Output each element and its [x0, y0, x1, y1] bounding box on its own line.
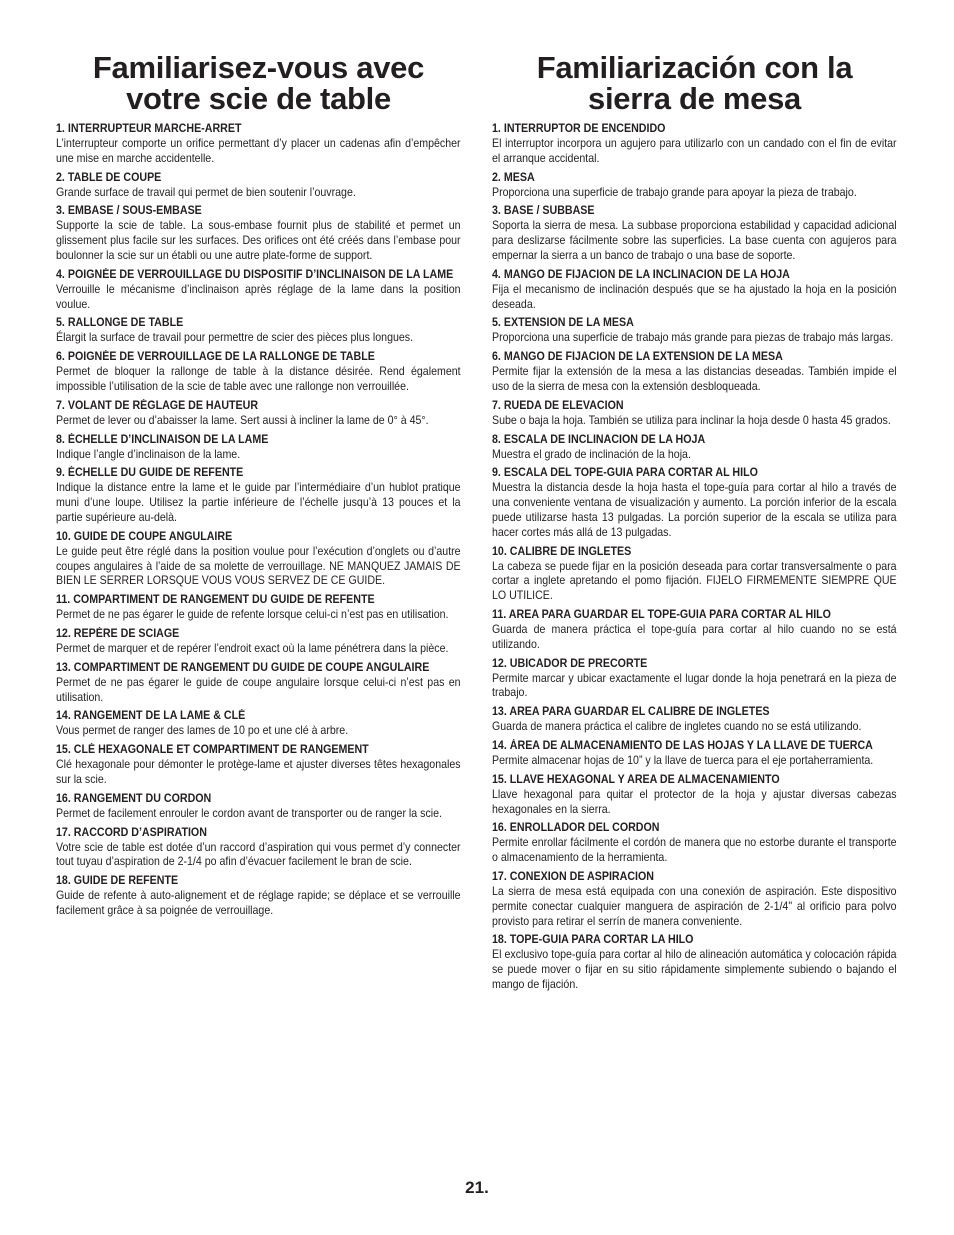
- feature-description: L’interrupteur comporte un orifice permettant d’y placer un cadenas afin d’empêcher une mise en marche accidentelle.: [56, 136, 461, 165]
- feature-heading: 9. ÉCHELLE DU GUIDE DE REFENTE: [56, 466, 244, 480]
- french-feature-item: [56, 122, 461, 166]
- feature-heading: 9. ESCALA DEL TOPE-GUIA PARA CORTAR AL HILO: [492, 466, 758, 480]
- feature-description: Sube o baja la hoja. También se utiliza para inclinar la hoja desde 0 hasta 45 grados.: [492, 412, 891, 427]
- feature-heading: 6. MANGO DE FIJACION DE LA EXTENSION DE LA MESA: [492, 350, 783, 364]
- spanish-section-title: [492, 52, 897, 114]
- feature-description: El interruptor incorpora un agujero para utilizarlo con un candado con el fin de evitar el arranque accidental.: [492, 136, 897, 165]
- spanish-feature-item: [492, 122, 897, 166]
- feature-description: Permet de facilement enrouler le cordon avant de transporter ou de ranger la scie.: [56, 805, 442, 820]
- feature-heading: 4. POIGNÉE DE VERROUILLAGE DU DISPOSITIF D’INCLINAISON DE LA LAME: [56, 267, 454, 281]
- feature-description: Guarda de manera práctica el calibre de ingletes cuando no se está utilizando.: [492, 719, 862, 734]
- spanish-feature-item: [492, 870, 897, 928]
- feature-heading: 7. VOLANT DE RÉGLAGE DE HAUTEUR: [56, 398, 259, 412]
- french-feature-item: [56, 627, 461, 656]
- feature-description: La sierra de mesa está equipada con una conexión de aspiración. Este dispositivo permite conectar cualquier manguera de aspiración de 2-1/4" al orificio para polvo provisto para retirar el serrín de manera conveniente.: [492, 883, 897, 928]
- feature-description: Permite marcar y ubicar exactamente el lugar donde la hoja penetrará en la pieza de trabajo.: [492, 670, 897, 700]
- feature-description: La cabeza se puede fijar en la posición deseada para cortar transversalmente o para cortar a inglete apretando el pomo fijación. FIJELO FIRMEMENTE SIEMPRE QUE LO UTILICE.: [492, 558, 897, 603]
- page-number: 21.: [465, 1178, 489, 1197]
- french-feature-item: [56, 316, 461, 345]
- feature-description: Fija el mecanismo de inclinación después que se ha ajustado la hoja en la posición deseada.: [492, 281, 897, 311]
- spanish-feature-item: [492, 399, 897, 428]
- feature-description: Verrouille le mécanisme d’inclinaison après réglage de la lame dans la position voulue.: [56, 281, 461, 311]
- spanish-feature-item: [492, 545, 897, 603]
- feature-heading: 3. BASE / SUBBASE: [492, 204, 595, 218]
- spanish-feature-list: [492, 122, 897, 992]
- feature-heading: 13. AREA PARA GUARDAR EL CALIBRE DE INGLETES: [492, 705, 770, 719]
- french-feature-item: [56, 593, 461, 622]
- feature-description: Permite enrollar fácilmente el cordón de manera que no estorbe durante el transporte o almacenamiento de la herramienta.: [492, 835, 897, 865]
- feature-heading: 12. UBICADOR DE PRECORTE: [492, 656, 648, 670]
- feature-description: Permet de bloquer la rallonge de table à la distance désirée. Rend également impossible l’utilisation de la scie de table avec une rallonge non verrouillée.: [56, 364, 461, 393]
- feature-description: El exclusivo tope-guía para cortar al hilo de alineación automática y colocación rápida se puede mover o fijar en su sitio rápidamente simplemente subiendo o bajando el mango de fijación.: [492, 947, 897, 991]
- feature-heading: 5. EXTENSION DE LA MESA: [492, 316, 634, 330]
- feature-heading: 8. ÉCHELLE D’INCLINAISON DE LA LAME: [56, 432, 269, 446]
- feature-description: Indique l’angle d’inclinaison de la lame.: [56, 446, 241, 461]
- feature-heading: 1. INTERRUPTOR DE ENCENDIDO: [492, 122, 666, 135]
- french-feature-item: [56, 792, 461, 821]
- french-feature-list: [56, 122, 461, 918]
- feature-description: Élargit la surface de travail pour permettre de scier des pièces plus longues.: [56, 330, 414, 345]
- feature-heading: 3. EMBASE / SOUS-EMBASE: [56, 204, 202, 218]
- spanish-feature-item: [492, 171, 897, 200]
- spanish-feature-item: [492, 739, 897, 768]
- spanish-feature-item: [492, 204, 897, 262]
- spanish-title-line-2: sierra de mesa: [588, 81, 801, 116]
- feature-description: Permet de lever ou d’abaisser la lame. Sert aussi à incliner la lame de 0° à 45°.: [56, 412, 429, 427]
- french-feature-item: [56, 268, 461, 312]
- french-feature-item: [56, 399, 461, 428]
- spanish-feature-item: [492, 608, 897, 652]
- feature-heading: 8. ESCALA DE INCLINACION DE LA HOJA: [492, 432, 706, 446]
- spanish-feature-item: [492, 268, 897, 312]
- spanish-feature-item: [492, 821, 897, 865]
- feature-description: Supporte la scie de table. La sous-embase fournit plus de stabilité et permet un glissement plus facile sur les surfaces. Des orifices ont été créés dans l’embase pour boulonner la scie sur un établi ou une autre plate-forme de support.: [56, 218, 461, 262]
- french-feature-item: [56, 171, 461, 200]
- spanish-feature-item: [492, 466, 897, 539]
- spanish-feature-item: [492, 433, 897, 462]
- feature-description: Votre scie de table est dotée d’un raccord d’aspiration qui vous permet d’y connecter tout tuyau d’aspiration de 2-1/4 po afin d’évacuer facilement le bran de scie.: [56, 839, 461, 869]
- french-section-title: [56, 52, 461, 114]
- feature-description: Guarda de manera práctica el tope-guía para cortar al hilo cuando no se está utilizando.: [492, 621, 897, 651]
- feature-heading: 1. INTERRUPTEUR MARCHE-ARRET: [56, 122, 242, 135]
- feature-heading: 11. AREA PARA GUARDAR EL TOPE-GUIA PARA CORTAR AL HILO: [492, 607, 831, 621]
- spanish-feature-item: [492, 350, 897, 394]
- feature-description: Permet de ne pas égarer le guide de coupe angulaire lorsque celui-ci n’est pas en utilisation.: [56, 674, 461, 704]
- spanish-feature-item: [492, 933, 897, 991]
- french-title-line-2: votre scie de table: [126, 81, 391, 116]
- feature-description: Indique la distance entre la lame et le guide par l’intermédiaire d’un hublot pratique muni d’une loupe. Utilisez la partie inférieure de l’échelle jusqu’à 13 pouces et la partie supérieure au-delà.: [56, 480, 461, 524]
- feature-heading: 6. POIGNÉE DE VERROUILLAGE DE LA RALLONGE DE TABLE: [56, 350, 375, 364]
- feature-heading: 15. CLÉ HEXAGONALE ET COMPARTIMENT DE RANGEMENT: [56, 743, 369, 757]
- spanish-title-line-1: Familiarización con la: [536, 50, 853, 85]
- feature-heading: 2. MESA: [492, 170, 535, 184]
- feature-description: Le guide peut être réglé dans la position voulue pour l’exécution d’onglets ou d’autre coupes angulaires à l’aide de sa molette de verrouillage. NE MANQUEZ JAMAIS DE BIEN LE SERRER LORSQUE VOUS VOUS SERVEZ DE CE GUIDE.: [56, 543, 461, 588]
- french-feature-item: [56, 204, 461, 262]
- french-feature-item: [56, 350, 461, 394]
- spanish-feature-item: [492, 316, 897, 345]
- feature-description: Permite fijar la extensión de la mesa a las distancias deseadas. También impide el uso de la sierra de mesa con la extensión desbloqueada.: [492, 364, 897, 393]
- feature-heading: 10. CALIBRE DE INGLETES: [492, 544, 632, 558]
- french-feature-item: [56, 709, 461, 738]
- french-title-line-1: Familiarisez-vous avec: [92, 50, 425, 85]
- french-feature-item: [56, 874, 461, 918]
- feature-heading: 17. RACCORD D’ASPIRATION: [56, 825, 207, 839]
- french-feature-item: [56, 433, 461, 462]
- feature-heading: 14. RANGEMENT DE LA LAME & CLÉ: [56, 709, 246, 723]
- feature-heading: 7. RUEDA DE ELEVACION: [492, 398, 624, 412]
- feature-description: Proporciona una superficie de trabajo más grande para piezas de trabajo más largas.: [492, 330, 894, 345]
- feature-description: Muestra la distancia desde la hoja hasta el tope-guía para cortar al hilo a través de una conveniente ventana de visualización y aumento. La porción inferior de la escala puede utilizarse hasta 13 pulgadas. La porción superior de la escala se utiliza para hacer cortes más allá de 13 pulgadas.: [492, 480, 897, 539]
- feature-heading: 14. ÁREA DE ALMACENAMIENTO DE LAS HOJAS Y LA LLAVE DE TUERCA: [492, 738, 873, 752]
- french-feature-item: [56, 530, 461, 588]
- french-feature-item: [56, 466, 461, 524]
- feature-heading: 16. ENROLLADOR DEL CORDON: [492, 821, 660, 835]
- feature-heading: 18. GUIDE DE REFENTE: [56, 874, 179, 888]
- french-feature-item: [56, 661, 461, 705]
- feature-heading: 5. RALLONGE DE TABLE: [56, 316, 184, 330]
- feature-heading: 13. COMPARTIMENT DE RANGEMENT DU GUIDE DE COUPE ANGULAIRE: [56, 660, 430, 674]
- feature-description: Vous permet de ranger des lames de 10 po et une clé à arbre.: [56, 723, 349, 738]
- spanish-feature-item: [492, 657, 897, 701]
- spanish-feature-item: [492, 705, 897, 734]
- feature-description: Muestra el grado de inclinación de la hoja.: [492, 446, 691, 461]
- feature-description: Permet de ne pas égarer le guide de refente lorsque celui-ci n’est pas en utilisation.: [56, 607, 449, 622]
- feature-heading: 2. TABLE DE COUPE: [56, 170, 162, 184]
- french-column: [56, 52, 461, 923]
- feature-heading: 10. GUIDE DE COUPE ANGULAIRE: [56, 529, 233, 543]
- feature-heading: 4. MANGO DE FIJACION DE LA INCLINACION DE LA HOJA: [492, 267, 790, 281]
- feature-heading: 12. REPÈRE DE SCIAGE: [56, 626, 180, 640]
- feature-description: Grande surface de travail qui permet de bien soutenir l’ouvrage.: [56, 184, 356, 199]
- spanish-column: [492, 52, 897, 997]
- french-feature-item: [56, 743, 461, 787]
- feature-description: Permite almacenar hojas de 10” y la llave de tuerca para el eje portaherramienta.: [492, 752, 874, 767]
- feature-heading: 18. TOPE-GUIA PARA CORTAR LA HILO: [492, 933, 694, 947]
- feature-description: Permet de marquer et de repérer l’endroit exact où la lame pénétrera dans la pièce.: [56, 640, 449, 655]
- feature-description: Guide de refente à auto-alignement et de réglage rapide; se déplace et se verrouille facilement grâce à sa poignée de verrouillage.: [56, 888, 461, 917]
- french-feature-item: [56, 826, 461, 870]
- feature-description: Llave hexagonal para quitar el protector de la hoja y ajustar diversas cabezas hexagonales en la sierra.: [492, 786, 897, 816]
- feature-heading: 15. LLAVE HEXAGONAL Y AREA DE ALMACENAMIENTO: [492, 772, 780, 786]
- feature-heading: 16. RANGEMENT DU CORDON: [56, 791, 212, 805]
- feature-heading: 11. COMPARTIMENT DE RANGEMENT DU GUIDE DE REFENTE: [56, 593, 375, 607]
- feature-heading: 17. CONEXION DE ASPIRACION: [492, 869, 655, 883]
- feature-description: Clé hexagonale pour démonter le protège-lame et ajuster diverses têtes hexagonales sur la scie.: [56, 757, 461, 786]
- feature-description: Proporciona una superficie de trabajo grande para apoyar la pieza de trabajo.: [492, 184, 857, 199]
- spanish-feature-item: [492, 773, 897, 817]
- feature-description: Soporta la sierra de mesa. La subbase proporciona estabilidad y capacidad adicional para deslizarse fácilmente sobre las superficies. La base cuenta con agujeros para empernar la sierra a un banco de trabajo o una base de soporte.: [492, 218, 897, 262]
